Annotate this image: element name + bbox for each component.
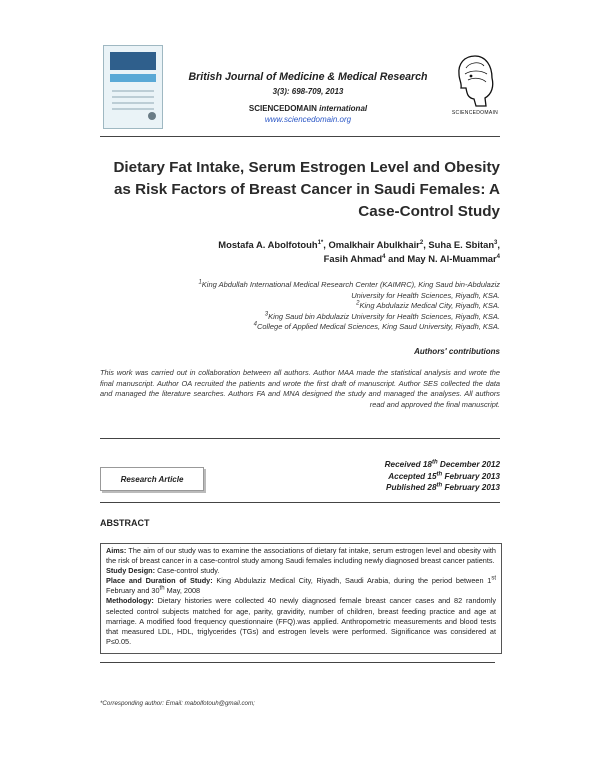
author-name: Mostafa A. Abolfotouh: [218, 239, 318, 250]
publisher-website-link[interactable]: www.sciencedomain.org: [264, 115, 352, 124]
header-rule: [100, 136, 500, 137]
article-type-badge: Research Article: [100, 467, 204, 491]
abstract-methodology: Methodology: Dietary histories were collected 40 newly diagnosed female breast cancer cases and 82 randomly selected control subjects matched for age, parity, gravidity, number of children, breast feeding practice and age at marriage. A modified food frequency questionnaire (FFQ).was applied. Anthropometric measurements and blood tests that measured LDL, HDL, triglycerides (TGs) and estrogen levels were performed. Significance was considered at P≤0.05.: [106, 596, 496, 646]
affiliations: $^1$King Abdullah International Medical Research Center (KAIMRC), King Saud bin-Abdulaziz University for Health Sciences, Riyadh, KSA. $^2$King Abdulaziz Medical City, Riyadh, KSA. $^3$King Saud bin Abdulaziz University for Health Sciences, Riyadh, KSA. $^4$College of Applied Medical Sciences, King Saud University, Riyadh, KSA.: [198, 279, 500, 331]
author-name: Omalkhair Abulkhair: [328, 239, 420, 250]
contributions-text: This work was carried out in collaboration between all authors. Author MAA made the statistical analysis and wrote the final manuscript. Author OA recruited the patients and wrote the first draft of manuscript. Author SES collected the data and managed the literature searches. Authors FA and MNA designed the study and managed the analyses. All authors read and approved the final manuscript.: [100, 368, 500, 409]
footnote-rule: [100, 662, 495, 663]
corresponding-author-footnote: *Corresponding author: Email: mabolfotouh@gmail.com;: [100, 700, 255, 707]
accepted-date: Accepted 15th February 2013: [388, 470, 500, 481]
journal-cover-thumbnail: [103, 45, 163, 129]
author-name: Suha E. Sbitan: [428, 239, 495, 250]
section-rule: [100, 502, 500, 503]
abstract-design: Study Design: Case-control study.: [106, 566, 220, 576]
publisher-logo-icon: [452, 52, 498, 110]
author-name: May N. Al-Muammar: [407, 253, 497, 264]
publisher-logo-caption: SCIENCEDOMAIN: [451, 110, 499, 116]
author-list: Mostafa A. Abolfotouh$^{1*}$, Omalkhair Abulkhair$^2$, Suha E. Sbitan$^3$, Fasih Ahmad$^4$ and May N. Al-Muammar$^4$: [218, 239, 500, 264]
section-rule: [100, 438, 500, 439]
abstract-place: Place and Duration of Study: King Abdulaziz Medical City, Riyadh, Saudi Arabia, during the period between 1st February and 30th May, 2008: [106, 575, 496, 596]
author-name: Fasih Ahmad: [323, 253, 383, 264]
abstract-box: [100, 543, 502, 654]
abstract-aims: Aims: The aim of our study was to examine the associations of dietary fat intake, serum estrogen level and obesity with the risk of breast cancer in a case-control study among Saudi females including newly diagnosed breast cancer patients.: [106, 546, 496, 566]
abstract-heading: ABSTRACT: [100, 518, 150, 528]
article-title: Dietary Fat Intake, Serum Estrogen Level and Obesity as Risk Factors of Breast Cancer in Saudi Females: A Case-Control Study: [113, 159, 500, 220]
publisher-name: SCIENCEDOMAIN international: [248, 104, 368, 113]
published-date: Published 28th February 2013: [386, 482, 500, 493]
journal-title: British Journal of Medicine & Medical Research: [188, 71, 428, 83]
contributions-heading: Authors' contributions: [414, 347, 500, 356]
journal-volume: 3(3): 698-709, 2013: [272, 87, 344, 96]
publication-dates: [280, 459, 500, 494]
received-date: Received 18th December 2012: [384, 459, 500, 469]
